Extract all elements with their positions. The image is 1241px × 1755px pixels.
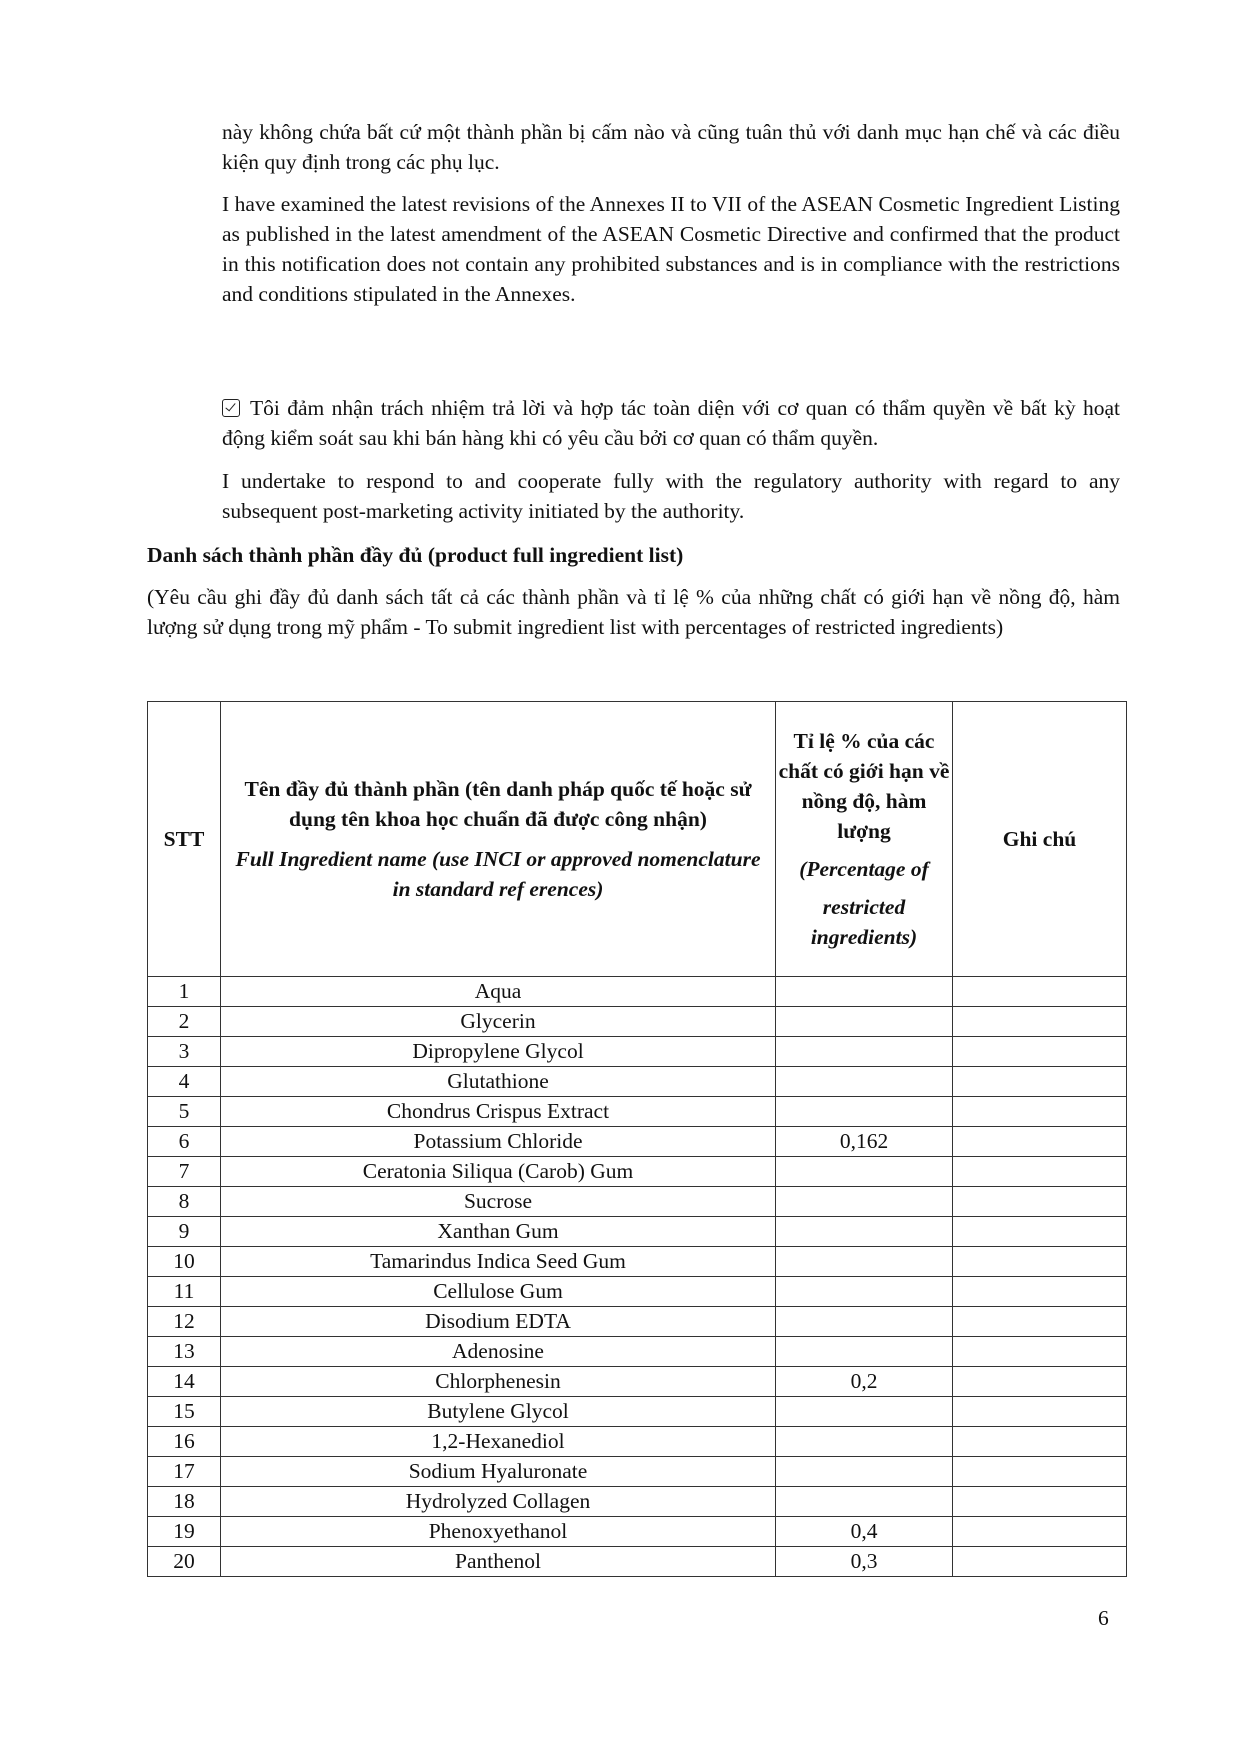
- header-pct-en-1: (Percentage of: [799, 857, 929, 881]
- cell-pct: [776, 1187, 953, 1217]
- table-row: [148, 1067, 1127, 1097]
- table-row: [148, 1217, 1127, 1247]
- cell-note: [953, 977, 1127, 1007]
- en-commitment-paragraph: I have examined the latest revisions of the Annexes II to VII of the ASEAN Cosmetic Ingredient Listing as published in the latest amendment of the ASEAN Cosmetic Directive and confirmed that the product in this notification does not contain any prohibited substances and is in compliance with the restrictions and conditions stipulated in the Annexes.: [222, 192, 1120, 306]
- table-row: [148, 1487, 1127, 1517]
- cell-stt: 7: [148, 1157, 221, 1187]
- cell-stt: 5: [148, 1097, 221, 1127]
- table-row: [148, 1457, 1127, 1487]
- cell-stt: 18: [148, 1487, 221, 1517]
- cell-name: Cellulose Gum: [221, 1277, 776, 1307]
- cell-name: Adenosine: [221, 1337, 776, 1367]
- cell-pct: [776, 1067, 953, 1097]
- cell-note: [953, 1337, 1127, 1367]
- cell-note: [953, 1427, 1127, 1457]
- cell-name: Panthenol: [221, 1547, 776, 1577]
- ingredient-table: [147, 701, 1127, 1577]
- cell-note: [953, 1217, 1127, 1247]
- cell-note: [953, 1397, 1127, 1427]
- section-note: (Yêu cầu ghi đầy đủ danh sách tất cả các thành phần và tỉ lệ % của những chất có giới hạn về nồng độ, hàm lượng sử dụng trong mỹ phẩm - To submit ingredient list with percentages of restricted ingredients): [147, 585, 1120, 639]
- cell-pct: [776, 977, 953, 1007]
- cell-stt: 10: [148, 1247, 221, 1277]
- header-ingredient-name: [221, 702, 776, 977]
- cell-pct: 0,2: [776, 1367, 953, 1397]
- cell-stt: 9: [148, 1217, 221, 1247]
- header-percentage: [776, 702, 953, 977]
- cell-note: [953, 1067, 1127, 1097]
- table-row: [148, 1397, 1127, 1427]
- cell-name: Butylene Glycol: [221, 1397, 776, 1427]
- cell-stt: 16: [148, 1427, 221, 1457]
- cell-pct: 0,162: [776, 1127, 953, 1157]
- cell-note: [953, 1457, 1127, 1487]
- table-header-row: [148, 702, 1127, 977]
- cell-name: 1,2-Hexanediol: [221, 1427, 776, 1457]
- cell-name: Aqua: [221, 977, 776, 1007]
- cell-stt: 15: [148, 1397, 221, 1427]
- cell-stt: 14: [148, 1367, 221, 1397]
- cell-note: [953, 1547, 1127, 1577]
- cell-pct: [776, 1427, 953, 1457]
- header-note: Ghi chú: [953, 702, 1127, 977]
- cell-name: Sodium Hyaluronate: [221, 1457, 776, 1487]
- table-row: [148, 1007, 1127, 1037]
- table-row: [148, 1157, 1127, 1187]
- table-row: [148, 1127, 1127, 1157]
- header-name-en: Full Ingredient name (use INCI or approved nomenclature in standard ref erences): [235, 847, 761, 901]
- cell-pct: [776, 1487, 953, 1517]
- cell-name: Chondrus Crispus Extract: [221, 1097, 776, 1127]
- table-row: [148, 1337, 1127, 1367]
- cell-pct: [776, 1157, 953, 1187]
- table-row: [148, 1307, 1127, 1337]
- cell-stt: 6: [148, 1127, 221, 1157]
- cell-pct: [776, 1007, 953, 1037]
- table-row: [148, 1187, 1127, 1217]
- cell-stt: 19: [148, 1517, 221, 1547]
- cell-note: [953, 1007, 1127, 1037]
- cell-stt: 3: [148, 1037, 221, 1067]
- cell-note: [953, 1247, 1127, 1277]
- cell-name: Glutathione: [221, 1067, 776, 1097]
- cell-name: Chlorphenesin: [221, 1367, 776, 1397]
- cell-note: [953, 1037, 1127, 1067]
- section-heading: Danh sách thành phần đầy đủ (product full ingredient list): [147, 543, 684, 567]
- cell-note: [953, 1097, 1127, 1127]
- header-pct-en-2: restricted ingredients): [810, 895, 918, 949]
- cell-name: Phenoxyethanol: [221, 1517, 776, 1547]
- cell-note: [953, 1187, 1127, 1217]
- cell-stt: 2: [148, 1007, 221, 1037]
- table-row: [148, 977, 1127, 1007]
- cell-pct: [776, 1217, 953, 1247]
- cell-pct: [776, 1397, 953, 1427]
- cell-pct: [776, 1337, 953, 1367]
- cell-pct: 0,4: [776, 1517, 953, 1547]
- cell-name: Potassium Chloride: [221, 1127, 776, 1157]
- cell-pct: [776, 1097, 953, 1127]
- table-row: [148, 1427, 1127, 1457]
- cell-pct: [776, 1037, 953, 1067]
- cell-pct: [776, 1247, 953, 1277]
- header-name-vn: Tên đầy đủ thành phần (tên danh pháp quốc tế hoặc sử dụng tên khoa học chuẩn đã được công nhận): [244, 777, 752, 831]
- cell-note: [953, 1487, 1127, 1517]
- table-row: [148, 1037, 1127, 1067]
- cell-name: Sucrose: [221, 1187, 776, 1217]
- cell-name: Xanthan Gum: [221, 1217, 776, 1247]
- page-number: 6: [1098, 1606, 1109, 1630]
- table-row: [148, 1517, 1127, 1547]
- table-row: [148, 1247, 1127, 1277]
- checked-checkbox-icon[interactable]: [222, 399, 240, 417]
- cell-pct: [776, 1277, 953, 1307]
- cell-name: Ceratonia Siliqua (Carob) Gum: [221, 1157, 776, 1187]
- table-row: [148, 1367, 1127, 1397]
- cell-stt: 13: [148, 1337, 221, 1367]
- cell-stt: 8: [148, 1187, 221, 1217]
- cell-stt: 1: [148, 977, 221, 1007]
- cell-stt: 4: [148, 1067, 221, 1097]
- cell-stt: 11: [148, 1277, 221, 1307]
- cell-pct: [776, 1307, 953, 1337]
- cell-note: [953, 1517, 1127, 1547]
- cell-name: Glycerin: [221, 1007, 776, 1037]
- cell-note: [953, 1157, 1127, 1187]
- cell-name: Dipropylene Glycol: [221, 1037, 776, 1067]
- cell-name: Disodium EDTA: [221, 1307, 776, 1337]
- cell-note: [953, 1367, 1127, 1397]
- table-row: [148, 1097, 1127, 1127]
- cell-note: [953, 1277, 1127, 1307]
- cell-name: Tamarindus Indica Seed Gum: [221, 1247, 776, 1277]
- cell-stt: 12: [148, 1307, 221, 1337]
- cell-stt: 17: [148, 1457, 221, 1487]
- table-row: [148, 1547, 1127, 1577]
- cell-note: [953, 1307, 1127, 1337]
- cell-stt: 20: [148, 1547, 221, 1577]
- header-pct-vn: Tỉ lệ % của các chất có giới hạn về nồng độ, hàm lượng: [778, 729, 950, 843]
- cell-name: Hydrolyzed Collagen: [221, 1487, 776, 1517]
- en-undertake-paragraph: I undertake to respond to and cooperate fully with the regulatory authority with regard to any subsequent post-marketing activity initiated by the authority.: [222, 469, 1120, 523]
- vn-undertake-paragraph: [222, 393, 1120, 453]
- vn-commitment-paragraph: này không chứa bất cứ một thành phần bị cấm nào và cũng tuân thủ với danh mục hạn chế và các điều kiện quy định trong các phụ lục.: [222, 120, 1120, 174]
- cell-pct: 0,3: [776, 1547, 953, 1577]
- cell-pct: [776, 1457, 953, 1487]
- header-stt: STT: [148, 702, 221, 977]
- table-row: [148, 1277, 1127, 1307]
- vn-undertake-text: Tôi đảm nhận trách nhiệm trả lời và hợp tác toàn diện với cơ quan có thẩm quyền về bất kỳ hoạt động kiểm soát sau khi bán hàng khi có yêu cầu bởi cơ quan có thẩm quyền.: [222, 396, 1120, 450]
- cell-note: [953, 1127, 1127, 1157]
